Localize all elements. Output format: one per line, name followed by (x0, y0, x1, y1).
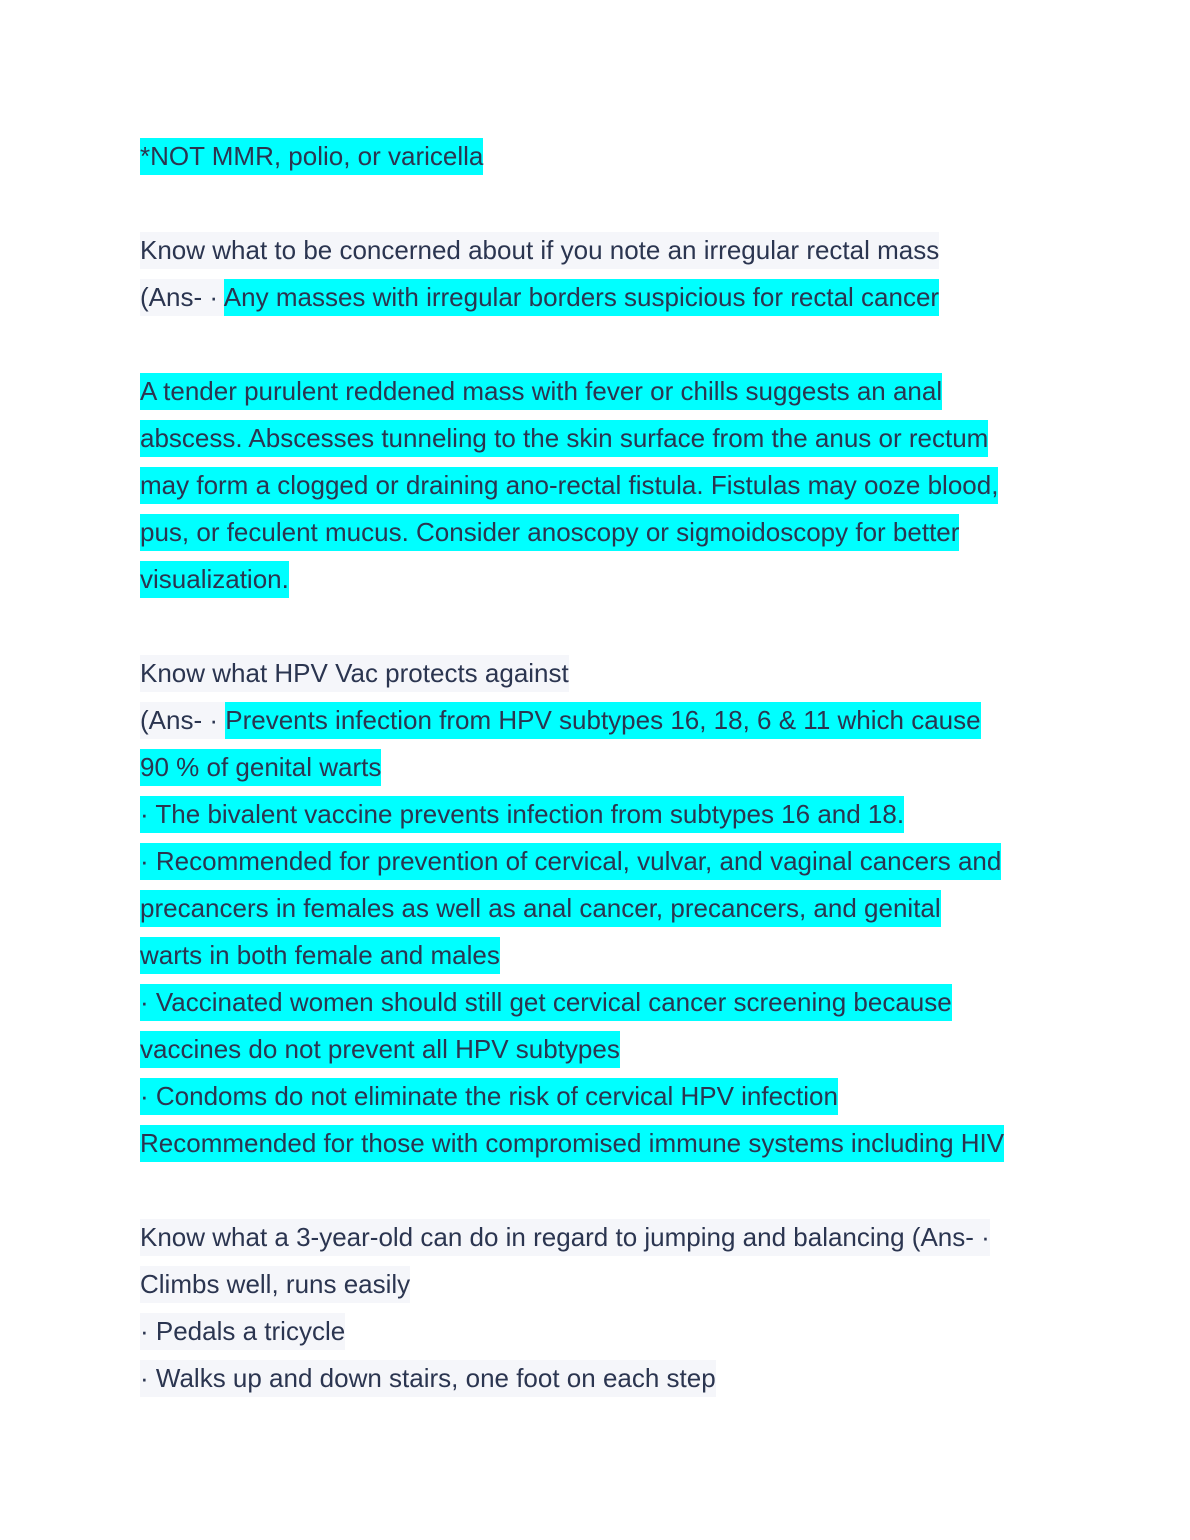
highlighted-text: precancers in females as well as anal cancer, precancers, and genital (140, 890, 941, 927)
answer-line (140, 274, 1060, 321)
highlighted-text: Prevents infection from HPV subtypes 16, 18, 6 & 11 which cause (225, 702, 980, 739)
text-line (140, 556, 1060, 603)
highlighted-text: Any masses with irregular borders suspicious for rectal cancer (224, 279, 939, 316)
paragraph-gap (140, 603, 1060, 650)
paragraph-gap (140, 1167, 1060, 1214)
answer-text: Climbs well, runs easily (140, 1266, 410, 1303)
highlighted-text: vaccines do not prevent all HPV subtypes (140, 1031, 620, 1068)
highlighted-text: A tender purulent reddened mass with fever or chills suggests an anal (140, 373, 942, 410)
question-line (140, 650, 1060, 697)
text-line (140, 744, 1060, 791)
highlighted-text: visualization. (140, 561, 289, 598)
bullet-line (140, 1308, 1060, 1355)
bullet-line (140, 838, 1060, 885)
paragraph-gap (140, 180, 1060, 227)
paragraph-gap (140, 321, 1060, 368)
highlighted-text: · The bivalent vaccine prevents infection from subtypes 16 and 18. (140, 796, 904, 833)
text-line (140, 368, 1060, 415)
answer-prefix: (Ans- · (140, 279, 224, 316)
question-line (140, 227, 1060, 274)
text-line (140, 885, 1060, 932)
highlighted-text: may form a clogged or draining ano-rectal fistula. Fistulas may ooze blood, (140, 467, 998, 504)
text-line (140, 133, 1060, 180)
highlighted-text: · Condoms do not eliminate the risk of cervical HPV infection (140, 1078, 838, 1115)
text-line (140, 932, 1060, 979)
text-line (140, 462, 1060, 509)
question-text: Know what a 3-year-old can do in regard to jumping and balancing (Ans- · (140, 1219, 990, 1256)
bullet-line (140, 1355, 1060, 1402)
answer-line (140, 697, 1060, 744)
bullet-line (140, 1073, 1060, 1120)
question-line (140, 1214, 1060, 1261)
text-line (140, 415, 1060, 462)
text-line (140, 509, 1060, 556)
highlighted-text: 90 % of genital warts (140, 749, 381, 786)
bullet-line (140, 979, 1060, 1026)
question-text: Know what to be concerned about if you note an irregular rectal mass (140, 232, 939, 269)
highlighted-text: · Vaccinated women should still get cervical cancer screening because (140, 984, 952, 1021)
document-page (140, 133, 1060, 1402)
text-line (140, 1120, 1060, 1167)
answer-text: · Pedals a tricycle (140, 1313, 345, 1350)
highlighted-text: *NOT MMR, polio, or varicella (140, 138, 483, 175)
answer-line (140, 1261, 1060, 1308)
highlighted-text: abscess. Abscesses tunneling to the skin surface from the anus or rectum (140, 420, 988, 457)
highlighted-text: · Recommended for prevention of cervical, vulvar, and vaginal cancers and (140, 843, 1001, 880)
question-text: Know what HPV Vac protects against (140, 655, 569, 692)
highlighted-text: warts in both female and males (140, 937, 500, 974)
answer-prefix: (Ans- · (140, 702, 225, 739)
highlighted-text: pus, or feculent mucus. Consider anoscopy or sigmoidoscopy for better (140, 514, 959, 551)
text-line (140, 1026, 1060, 1073)
bullet-line (140, 791, 1060, 838)
highlighted-text: Recommended for those with compromised immune systems including HIV (140, 1125, 1004, 1162)
answer-text: · Walks up and down stairs, one foot on each step (140, 1360, 716, 1397)
